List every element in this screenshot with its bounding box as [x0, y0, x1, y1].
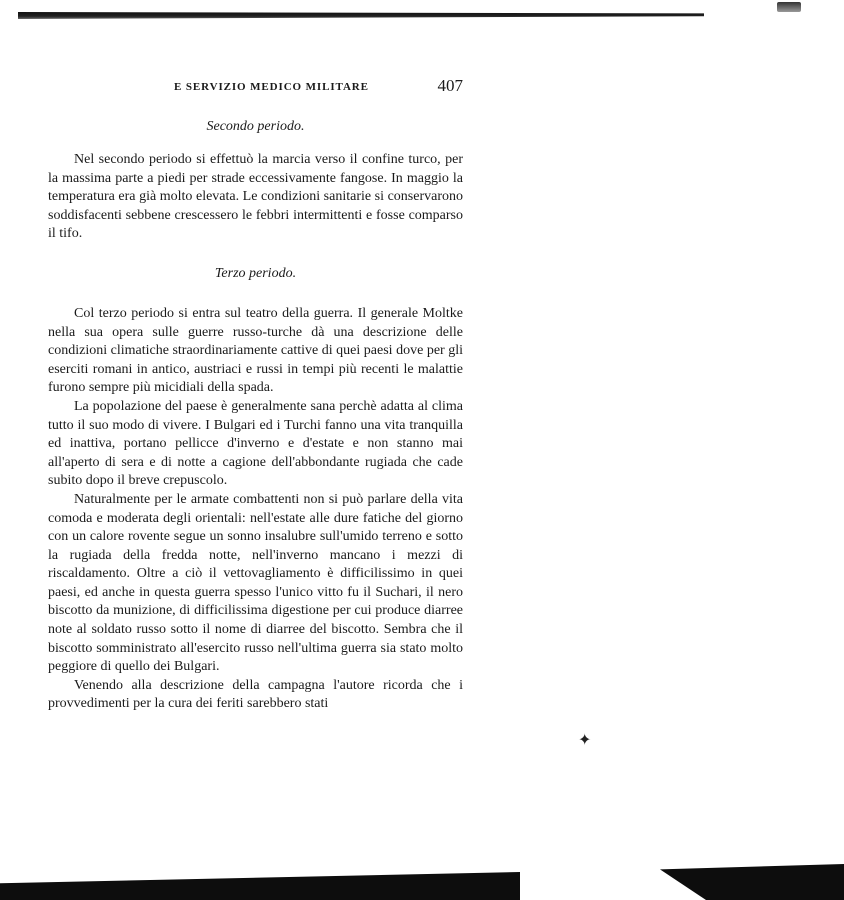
scan-corner-mark	[777, 2, 801, 12]
running-head: E SERVIZIO MEDICO MILITARE	[174, 81, 369, 93]
paragraph: Naturalmente per le armate combattenti non si può parlare della vita comoda e moderata degli orientali: nell'estate alle dure fatiche del giorno con un calore rovente segue un sonno insalubre sull'umido terreno e sotto la rugiada della fredda notte, nell'inverno mancano i mezzi di riscaldamento. Oltre a ciò il vettovagliamento è difficilissimo in quei paesi, ed anche in questa guerra spesso l'unico vitto fu il Suchari, il nero biscotto da munizione, di difficilissima digestione per cui produce diarree note al soldato russo sotto il nome di diarree del biscotto. Sembra che il biscotto somministrato all'esercito russo nell'ultima guerra sia stato molto peggiore di quello dei Bulgari.	[48, 491, 463, 675]
paragraph: Nel secondo periodo si effettuò la marcia verso il confine turco, per la massima parte a piedi per strade eccessivamente fangose. In maggio la temperatura era già molto elevata. Le condizioni sanitarie si conservarono soddisfacenti sebbene crescessero le febbri intermittenti e fosse comparso il tifo.	[48, 152, 463, 242]
paragraph: Col terzo periodo si entra sul teatro della guerra. Il generale Moltke nella sua opera sulle guerre russo-turche dà una descrizione delle condizioni climatiche straordinariamente cattive di quei paesi dove per gli eserciti romani in antico, austriaci e russi in tempi più recenti le malattie furono sempre più micidiali della spada.	[48, 305, 463, 396]
book-page	[48, 76, 463, 714]
scan-border-top	[18, 12, 704, 19]
paragraph: La popolazione del paese è generalmente sana perchè adatta al clima tutto il suo modo di vivere. I Bulgari ed i Turchi fanno una vita tranquilla ed inattiva, portano pellicce d'inverno e d'estate e non stanno mai all'aperto di sera e di notte a cagione dell'abbondante rugiada che cade subito dopo il breve crepuscolo.	[48, 398, 463, 489]
section-title-terzo-periodo: Terzo periodo.	[214, 265, 297, 281]
page-number: 407	[437, 76, 463, 95]
scan-speck-icon: ✦	[578, 730, 592, 749]
page-header	[48, 76, 463, 98]
scan-border-bottom-right	[660, 864, 844, 900]
paragraph: Venendo alla descrizione della campagna l'autore ricorda che i provvedimenti per la cura dei feriti sarebbero stati	[48, 677, 463, 712]
section-title-secondo-periodo: Secondo periodo.	[206, 119, 305, 134]
scan-border-bottom-left	[0, 872, 520, 900]
